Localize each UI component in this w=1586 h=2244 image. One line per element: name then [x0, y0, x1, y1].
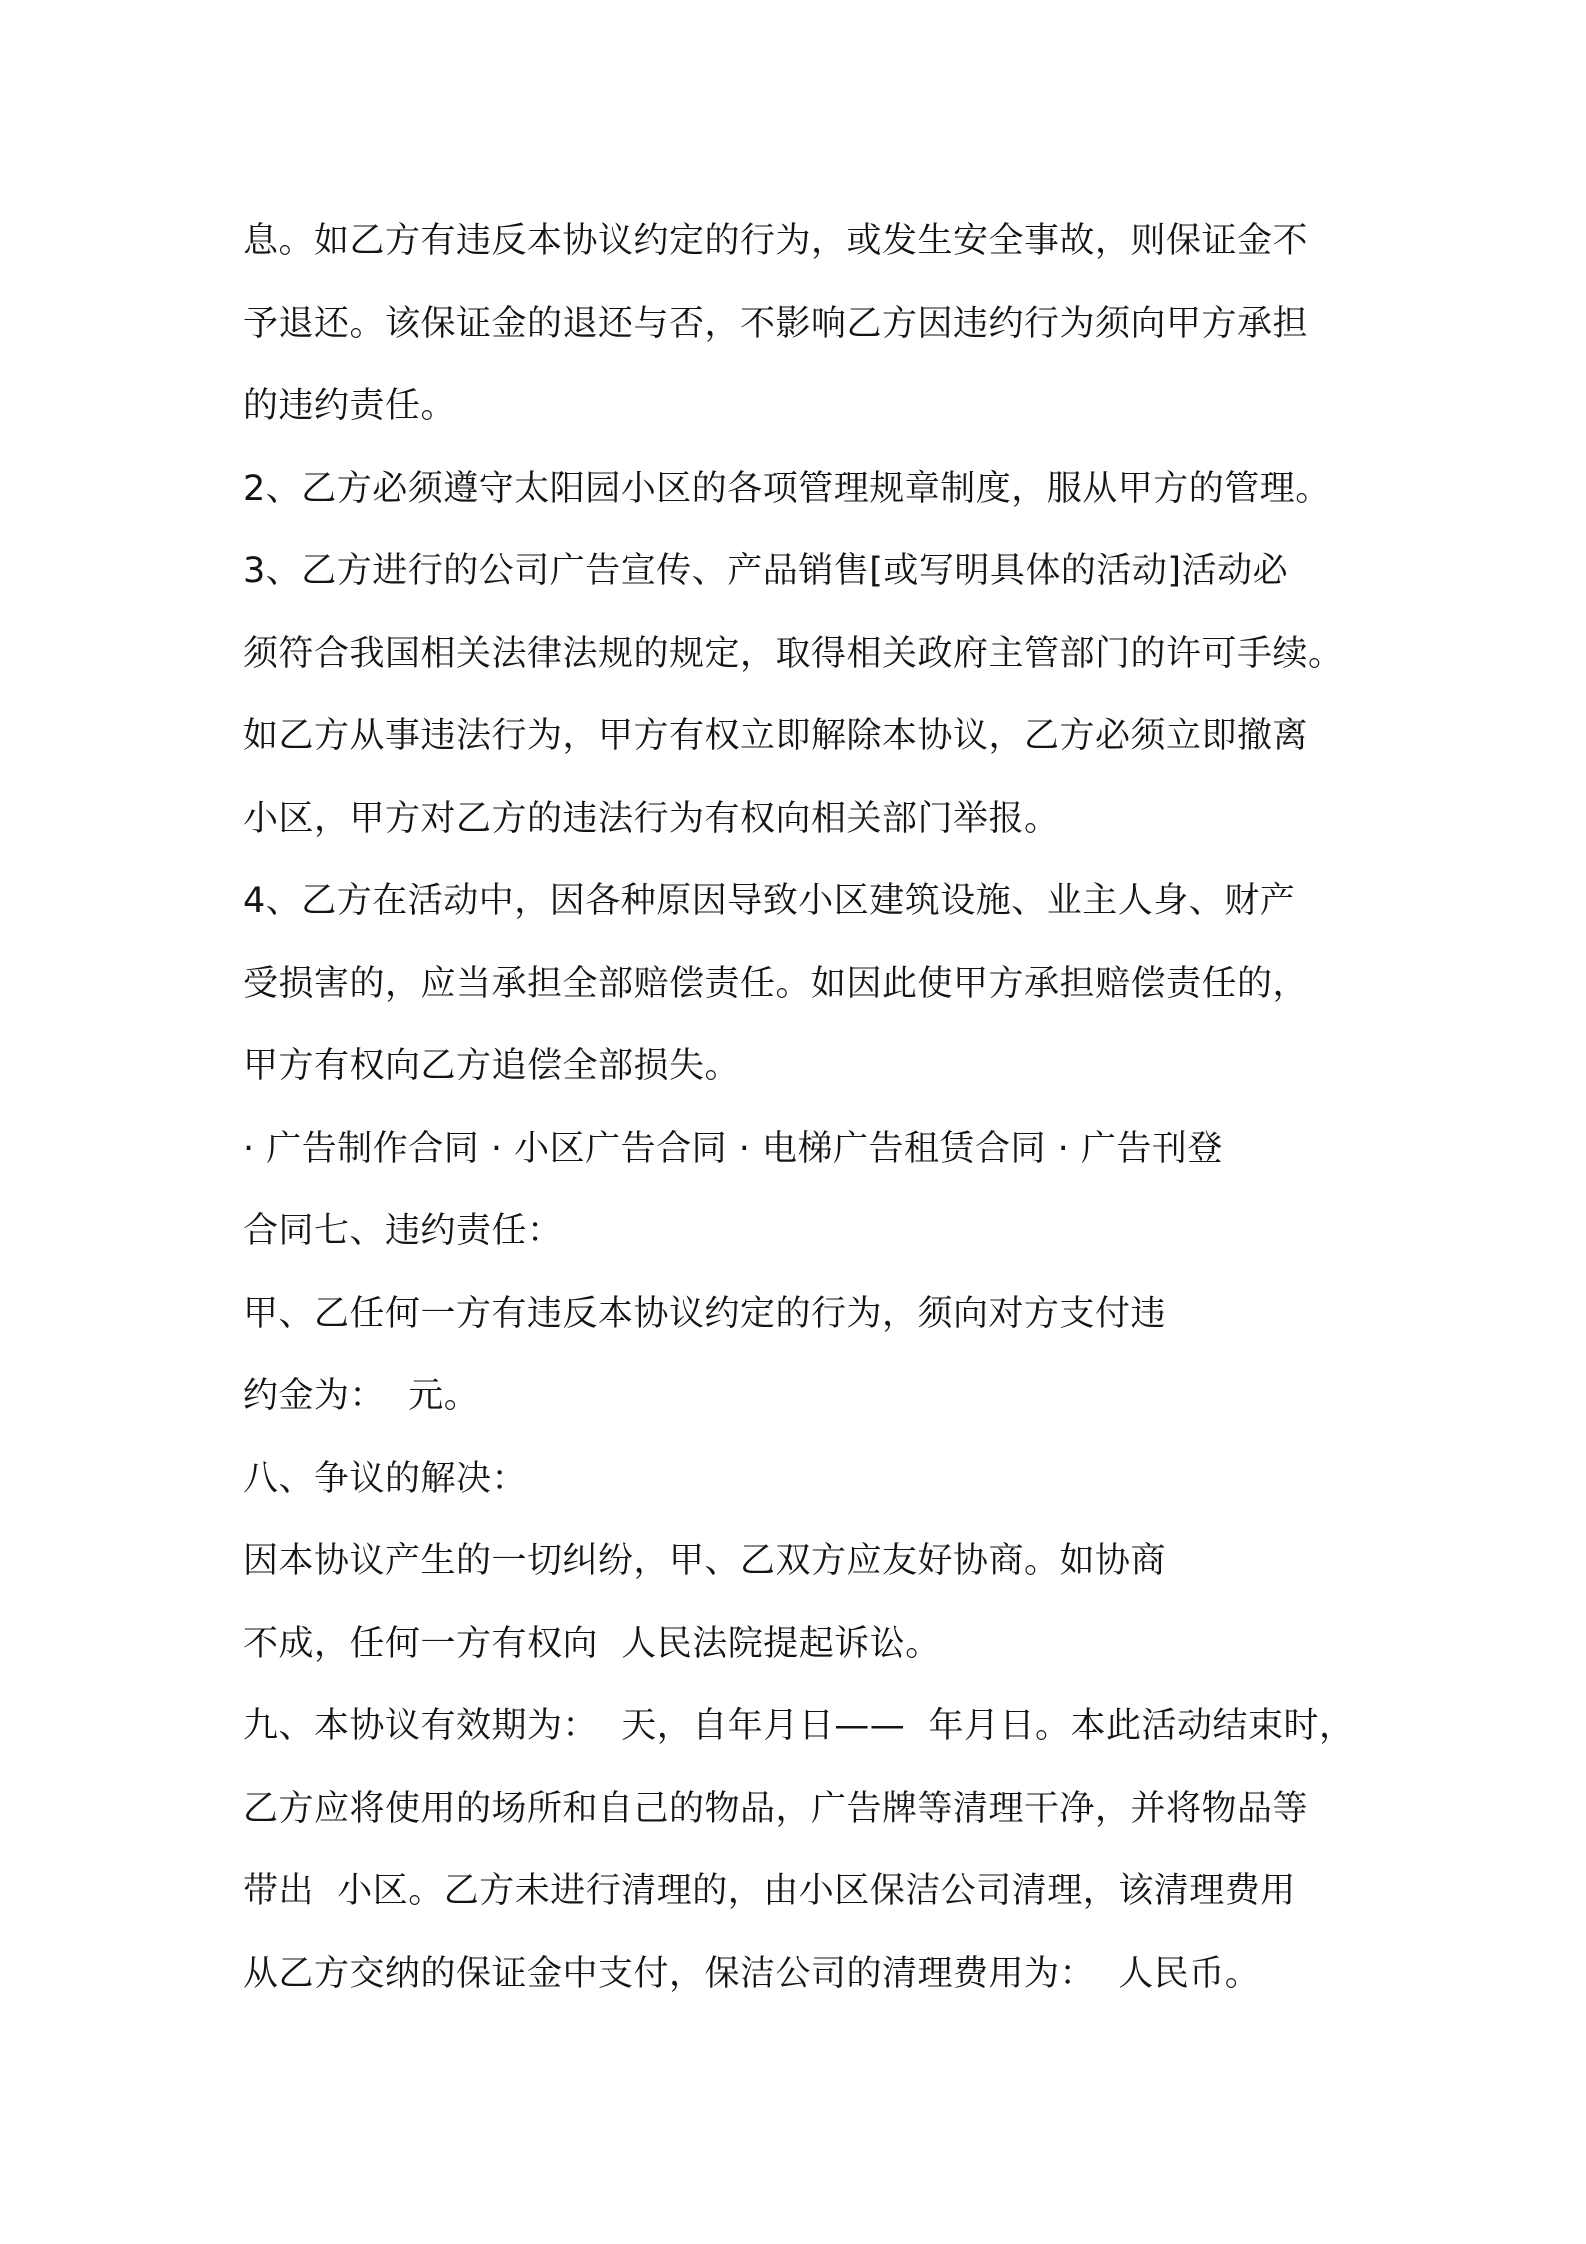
text-line: 约金为： 元。: [243, 1376, 480, 1416]
section-9-line: 九、本协议有效期为： 天，自年月日—— 年月日。本此活动结束时，: [243, 1706, 1355, 1746]
text-line: 受损害的，应当承担全部赔偿责任。如因此使甲方承担赔偿责任的，: [243, 963, 1309, 1004]
clause-2-line: 2、乙方必须遵守太阳园小区的各项管理规章制度，服从甲方的管理。: [243, 468, 1331, 509]
text-line: 如乙方从事违法行为，甲方有权立即解除本协议，乙方必须立即撤离: [243, 716, 1309, 756]
text-line: 甲、乙任何一方有违反本协议约定的行为，须向对方支付违: [243, 1293, 1167, 1334]
text-line: 从乙方交纳的保证金中支付，保洁公司的清理费用为： 人民币。: [243, 1953, 1261, 1994]
text-line: 的违约责任。: [243, 386, 457, 426]
text-line: 须符合我国相关法律法规的规定，取得相关政府主管部门的许可手续。: [243, 633, 1344, 674]
text-line: 小区，甲方对乙方的违法行为有权向相关部门举报。: [243, 798, 1060, 839]
text-line: 乙方应将使用的场所和自己的物品，广告牌等清理干净，并将物品等: [243, 1788, 1309, 1829]
clause-4-line: 4、乙方在活动中，因各种原因导致小区建筑设施、业主人身、财产: [243, 881, 1296, 921]
document-body: [243, 200, 1383, 2015]
text-line: 因本协议产生的一切纠纷，甲、乙双方应友好协商。如协商: [243, 1541, 1167, 1581]
text-line: 甲方有权向乙方追偿全部损失。: [243, 1046, 741, 1086]
text-line: 不成，任何一方有权向 人民法院提起诉讼。: [243, 1623, 941, 1664]
section-7-heading: 合同七、违约责任：: [243, 1211, 563, 1251]
text-line: 息。如乙方有违反本协议约定的行为，或发生安全事故，则保证金不: [243, 221, 1309, 261]
related-contracts-line: · 广告制作合同 · 小区广告合同 · 电梯广告租赁合同 · 广告刊登: [243, 1128, 1223, 1169]
text-line: 予退还。该保证金的退还与否，不影响乙方因违约行为须向甲方承担: [243, 303, 1309, 344]
text-line: 带出 小区。乙方未进行清理的，由小区保洁公司清理，该清理费用: [243, 1871, 1296, 1911]
section-8-heading: 八、争议的解决：: [243, 1458, 528, 1499]
clause-3-line: 3、乙方进行的公司广告宣传、产品销售[或写明具体的活动]活动必: [243, 551, 1289, 591]
